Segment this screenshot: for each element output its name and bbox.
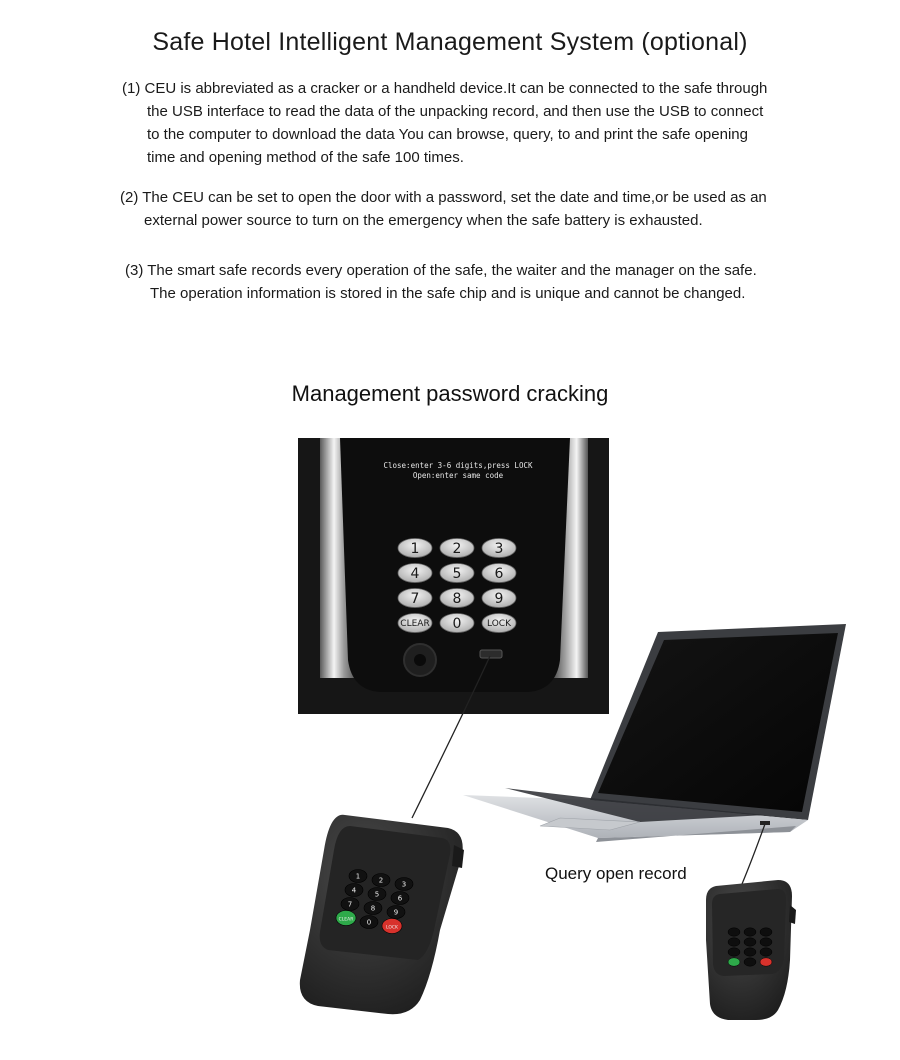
handheld-device-small	[706, 880, 796, 1020]
safe-key-label-9: 9	[494, 591, 504, 607]
handheld-key-label-5: 5	[374, 890, 380, 899]
handheld-key-label-7: 7	[347, 900, 353, 909]
handheld-key-label-clear: CLEAR	[338, 917, 354, 923]
safe-key-label-lock: LOCK	[487, 619, 511, 629]
handheld-key-2	[372, 874, 390, 887]
safe-key-8	[440, 589, 474, 608]
safe-instruction-line-1: Close:enter 3-6 digits,press LOCK	[383, 461, 533, 470]
handheld-device-large	[300, 815, 464, 1014]
safe-key-label-1: 1	[410, 541, 420, 557]
safe-key-0	[440, 614, 474, 633]
safe-key-6	[482, 564, 516, 583]
handheld-key-label-lock: LOCK	[386, 925, 398, 931]
safe-key-label-8: 8	[452, 591, 462, 607]
handheld-small-key-clear	[728, 958, 740, 966]
safe-key-lock	[482, 614, 516, 633]
handheld-small-key-1	[728, 928, 740, 936]
handheld-key-label-8: 8	[370, 904, 376, 913]
handheld-key-7	[341, 898, 359, 911]
handheld-small-key-9	[760, 948, 772, 956]
safe-key-label-0: 0	[452, 616, 462, 632]
handheld-key-0	[360, 916, 378, 929]
handheld-small-key-3	[760, 928, 772, 936]
safe-key-5	[440, 564, 474, 583]
handheld-key-label-2: 2	[378, 876, 384, 885]
safe-key-9	[482, 589, 516, 608]
handheld-key-label-0: 0	[366, 918, 372, 927]
usb-port-icon	[480, 650, 502, 658]
safe-key-1	[398, 539, 432, 558]
handheld-key-8	[364, 902, 382, 915]
safe-key-4	[398, 564, 432, 583]
handheld-small-key-5	[744, 938, 756, 946]
paragraph-2-line-2: external power source to turn on the emergency when the safe battery is exhausted.	[144, 212, 703, 229]
handheld-key-3	[395, 878, 413, 891]
safe-key-label-2: 2	[452, 541, 462, 557]
safe-key-label-5: 5	[452, 566, 462, 582]
safe-key-label-clear: CLEAR	[400, 619, 430, 629]
paragraph-1-line-3: to the computer to download the data You can browse, query, to and print the safe opening	[147, 126, 748, 143]
handheld-key-1	[349, 870, 367, 883]
safe-key-3	[482, 539, 516, 558]
handheld-small-key-2	[744, 928, 756, 936]
handheld-key-label-3: 3	[401, 880, 407, 889]
handheld-key-clear	[336, 911, 356, 926]
handheld-small-key-0	[744, 958, 756, 966]
handheld-key-4	[345, 884, 363, 897]
laptop-screen	[598, 633, 838, 812]
handheld-key-label-9: 9	[393, 908, 399, 917]
safe-key-label-6: 6	[494, 566, 504, 582]
query-open-record-label: Query open record	[545, 864, 687, 883]
safe-instruction-line-2: Open:enter same code	[412, 471, 504, 480]
paragraph-3-line-2: The operation information is stored in the safe chip and is unique and cannot be changed.	[150, 285, 746, 302]
handheld-key-label-4: 4	[351, 886, 357, 895]
paragraph-1-line-1: (1) CEU is abbreviated as a cracker or a handheld device.It can be connected to the safe through	[122, 80, 768, 97]
safe-key-7	[398, 589, 432, 608]
lock-cylinder-icon	[414, 654, 426, 666]
safe-key-label-4: 4	[410, 566, 420, 582]
paragraph-1-line-4: time and opening method of the safe 100 times.	[147, 149, 464, 166]
safe-panel-photo	[298, 438, 609, 714]
handheld-small-key-6	[760, 938, 772, 946]
handheld-key-label-6: 6	[397, 894, 403, 903]
handheld-small-key-8	[744, 948, 756, 956]
handheld-key-6	[391, 892, 409, 905]
handheld-small-key-lock	[760, 958, 772, 966]
handheld-small-key-7	[728, 948, 740, 956]
paragraph-1-line-2: the USB interface to read the data of the unpacking record, and then use the USB to connect	[147, 103, 764, 120]
paragraph-3-line-1: (3) The smart safe records every operation of the safe, the waiter and the manager on the safe.	[125, 262, 757, 279]
safe-key-clear	[398, 614, 432, 633]
safe-key-label-7: 7	[410, 591, 420, 607]
handheld-key-label-1: 1	[355, 872, 361, 881]
section-title: Management password cracking	[291, 381, 609, 406]
paragraph-2-line-1: (2) The CEU can be set to open the door with a password, set the date and time,or be used as an	[120, 189, 767, 206]
handheld-key-5	[368, 888, 386, 901]
handheld-small-port-icon	[789, 905, 796, 924]
handheld-key-9	[387, 906, 405, 919]
safe-key-2	[440, 539, 474, 558]
page-title: Safe Hotel Intelligent Management System (optional)	[152, 28, 748, 56]
handheld-small-key-4	[728, 938, 740, 946]
handheld-key-lock	[382, 919, 402, 934]
safe-key-label-3: 3	[494, 541, 504, 557]
